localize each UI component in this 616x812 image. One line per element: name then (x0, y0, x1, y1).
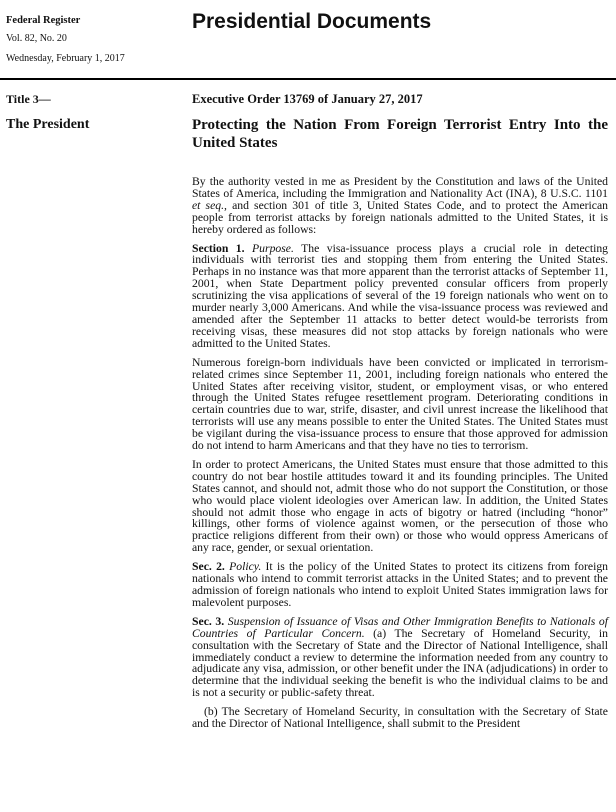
section-3b-paragraph: (b) The Secretary of Homeland Security, in consultation with the Secretary of State and the Director of National Intelligence, shall submit to the President (192, 705, 608, 731)
executive-order-title: Protecting the Nation From Foreign Terrorist Entry Into the United States (192, 117, 608, 151)
title-number: Title 3— (6, 92, 51, 106)
intro-text: By the authority vested in me as President by the Constitution and laws of the United States of America, including the Immigration and Nationality Act (INA), 8 U.S.C. 1101 (192, 175, 608, 200)
paragraph-2: Numerous foreign-born individuals have been convicted or implicated in terrorism-related crimes since September 11, 2001, including foreign nationals who entered the United States after receiving visitor, student, or employment visas, or who entered through the United States refugee resettlement program. Deteriorating conditions in certain countries due to war, strife, disaster, and civil unrest increase the likelihood that terrorists will use any means possible to enter the United States. The United States must be vigilant during the visa-issuance process to ensure that those approved for admission do not intend to harm Americans and that they have no ties to terrorism. (192, 355, 608, 453)
publication-date: Wednesday, February 1, 2017 (6, 53, 125, 64)
section-2-paragraph (192, 561, 608, 609)
section-3-label: Sec. 3. (192, 614, 225, 628)
section-1-text: The visa-issuance process plays a crucial role in detecting individuals with terrorist ties and stopping them from entering the United States. Perhaps in no instance was that more apparent than the terrorist attacks of September 11, 2001, when State Department policy prevented consular officers from properly scrutinizing the visa applications of several of the 19 foreign nationals who went on to murder nearly 3,000 Americans. And while the visa-issuance process was reviewed and amended after the September 11 attacks to better detect would-be terrorists from receiving visas, these measures did not stop attacks by foreign nationals who were admitted to the United States. (192, 241, 609, 350)
section-3-text: (a) The Secretary of Homeland Security, in consultation with the Secretary of State and the Director of National Intelligence, shall immediately conduct a review to determine the information needed from any country to adjudicate any visa, admission, or other benefit under the INA (adjudications) in order to determine that the individual seeking the benefit is who the individual claims to be and is not a security or public-safety threat. (192, 626, 608, 700)
section-1-label: Section 1. (192, 241, 245, 255)
section-3-paragraph (192, 616, 608, 699)
volume-number: Vol. 82, No. 20 (6, 33, 67, 44)
register-header (6, 12, 186, 68)
section-2-label: Sec. 2. (192, 560, 225, 574)
section-1-heading: Purpose. (252, 241, 294, 255)
order-body (192, 176, 608, 737)
register-name: Federal Register (6, 15, 81, 26)
intro-rest: and section 301 of title 3, United States Code, and to protect the American people from terrorist attacks by foreign nationals admitted to the United States, it is hereby ordered as follows: (192, 198, 609, 236)
section-title: Presidential Documents (192, 10, 432, 33)
paragraph-3: In order to protect Americans, the United States must ensure that those admitted to this country do not bear hostile attitudes toward it and its founding principles. The United States cannot, and should not, admit those who do not support the Constitution, or those who would place violent ideologies over American law. In addition, the United States should not admit those who engage in acts of bigotry or hatred (including “honor” killings, other forms of violence against women, or the persecution of those who practice religions different from their own) or those who would oppress Americans of any race, gender, or sexual orientation. (192, 457, 608, 555)
intro-italic: et seq., (192, 198, 227, 212)
section-3-heading: Suspension of Issuance of Visas and Other Immigration Benefits to Nationals of Countries of Particular Concern. (192, 614, 609, 640)
header-divider (0, 78, 616, 80)
title-subtitle: The President (6, 117, 90, 132)
intro-paragraph (192, 176, 608, 236)
section-2-text: It is the policy of the United States to protect its citizens from foreign nationals who intend to commit terrorist attacks in the United States; and to prevent the admission of foreign nationals who intend to exploit United States immigration laws for malevolent purposes. (192, 560, 609, 609)
section-1-paragraph (192, 243, 608, 350)
executive-order-number: Executive Order 13769 of January 27, 2017 (192, 92, 423, 106)
section-2-heading: Policy. (229, 560, 262, 574)
